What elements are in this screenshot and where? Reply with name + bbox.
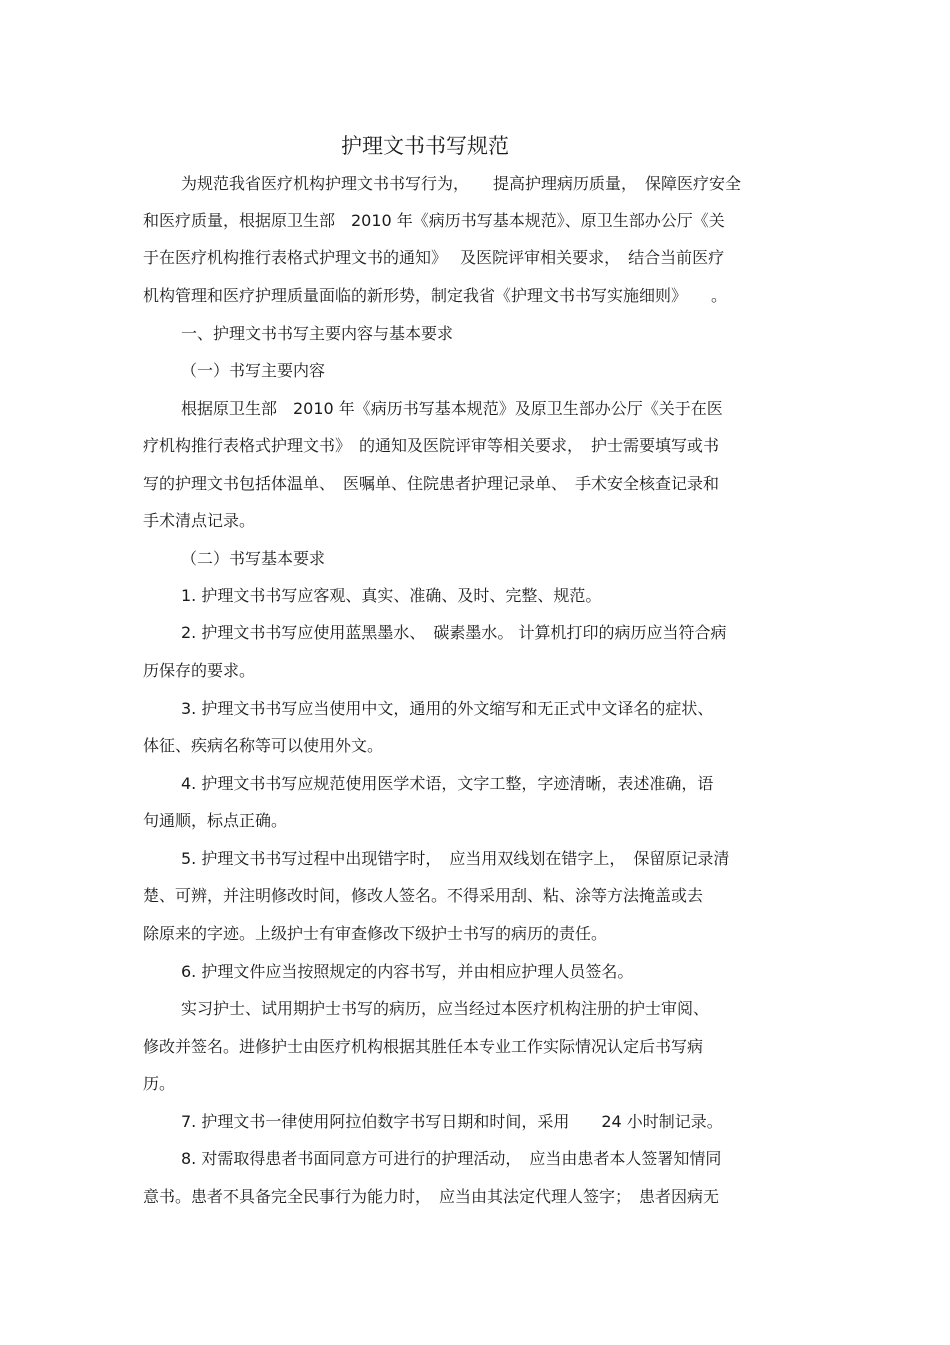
list-item: 5. 护理文书书写过程中出现错字时， 应当用双线划在错字上， 保留原记录清 xyxy=(181,849,730,868)
list-item: 3. 护理文书书写应当使用中文，通用的外文缩写和无正式中文译名的症状、 xyxy=(181,699,714,718)
list-item: 4. 护理文书书写应规范使用医学术语，文字工整，字迹清晰，表述准确，语 xyxy=(181,774,714,793)
list-item: 1. 护理文书书写应客观、真实、准确、及时、完整、规范。 xyxy=(181,586,602,605)
paragraph-line: 历保存的要求。 xyxy=(143,661,256,680)
paragraph-line: 句通顺，标点正确。 xyxy=(143,811,288,830)
paragraph-line: 实习护士、试用期护士书写的病历，应当经过本医疗机构注册的护士审阅、 xyxy=(181,999,710,1018)
subsection-heading: （二）书写基本要求 xyxy=(181,549,326,568)
list-item: 7. 护理文书一律使用阿拉伯数字书写日期和时间，采用 24 小时制记录。 xyxy=(181,1112,723,1131)
section-heading: 一、护理文书书写主要内容与基本要求 xyxy=(181,324,454,343)
paragraph-line: 手术清点记录。 xyxy=(143,511,256,530)
paragraph-line: 除原来的字迹。上级护士有审查修改下级护士书写的病历的责任。 xyxy=(143,924,608,943)
paragraph-line: 根据原卫生部 2010 年《病历书写基本规范》及原卫生部办公厅《关于在医 xyxy=(181,399,723,418)
paragraph-line: 楚、可辨，并注明修改时间，修改人签名。不得采用刮、粘、涂等方法掩盖或去 xyxy=(143,886,704,905)
subsection-heading: （一）书写主要内容 xyxy=(181,361,326,380)
paragraph-line: 为规范我省医疗机构护理文书书写行为， 提高护理病历质量， 保障医疗安全 xyxy=(181,174,742,193)
paragraph-line: 机构管理和医疗护理质量面临的新形势，制定我省《护理文书书写实施细则》 。 xyxy=(143,286,728,305)
paragraph-line: 历。 xyxy=(143,1074,176,1093)
paragraph-line: 写的护理文书包括体温单、 医嘱单、住院患者护理记录单、 手术安全核查记录和 xyxy=(143,474,720,493)
paragraph-line: 体征、疾病名称等可以使用外文。 xyxy=(143,736,384,755)
paragraph-line: 疗机构推行表格式护理文书》 的通知及医院评审等相关要求， 护士需要填写或书 xyxy=(143,436,720,455)
document-title-text: 护理文书书写规范 xyxy=(341,134,509,158)
document-title xyxy=(0,128,950,164)
paragraph-line: 于在医疗机构推行表格式护理文书的通知》 及医院评审相关要求， 结合当前医疗 xyxy=(143,248,725,267)
list-item: 6. 护理文件应当按照规定的内容书写，并由相应护理人员签名。 xyxy=(181,962,634,981)
list-item: 2. 护理文书书写应使用蓝黑墨水、 碳素墨水。 计算机打印的病历应当符合病 xyxy=(181,623,727,642)
paragraph-line: 意书。患者不具备完全民事行为能力时， 应当由其法定代理人签字； 患者因病无 xyxy=(143,1187,720,1206)
paragraph-line: 修改并签名。进修护士由医疗机构根据其胜任本专业工作实际情况认定后书写病 xyxy=(143,1037,704,1056)
list-item: 8. 对需取得患者书面同意方可进行的护理活动， 应当由患者本人签署知情同 xyxy=(181,1149,722,1168)
paragraph-line: 和医疗质量，根据原卫生部 2010 年《病历书写基本规范》、原卫生部办公厅《关 xyxy=(143,211,725,230)
